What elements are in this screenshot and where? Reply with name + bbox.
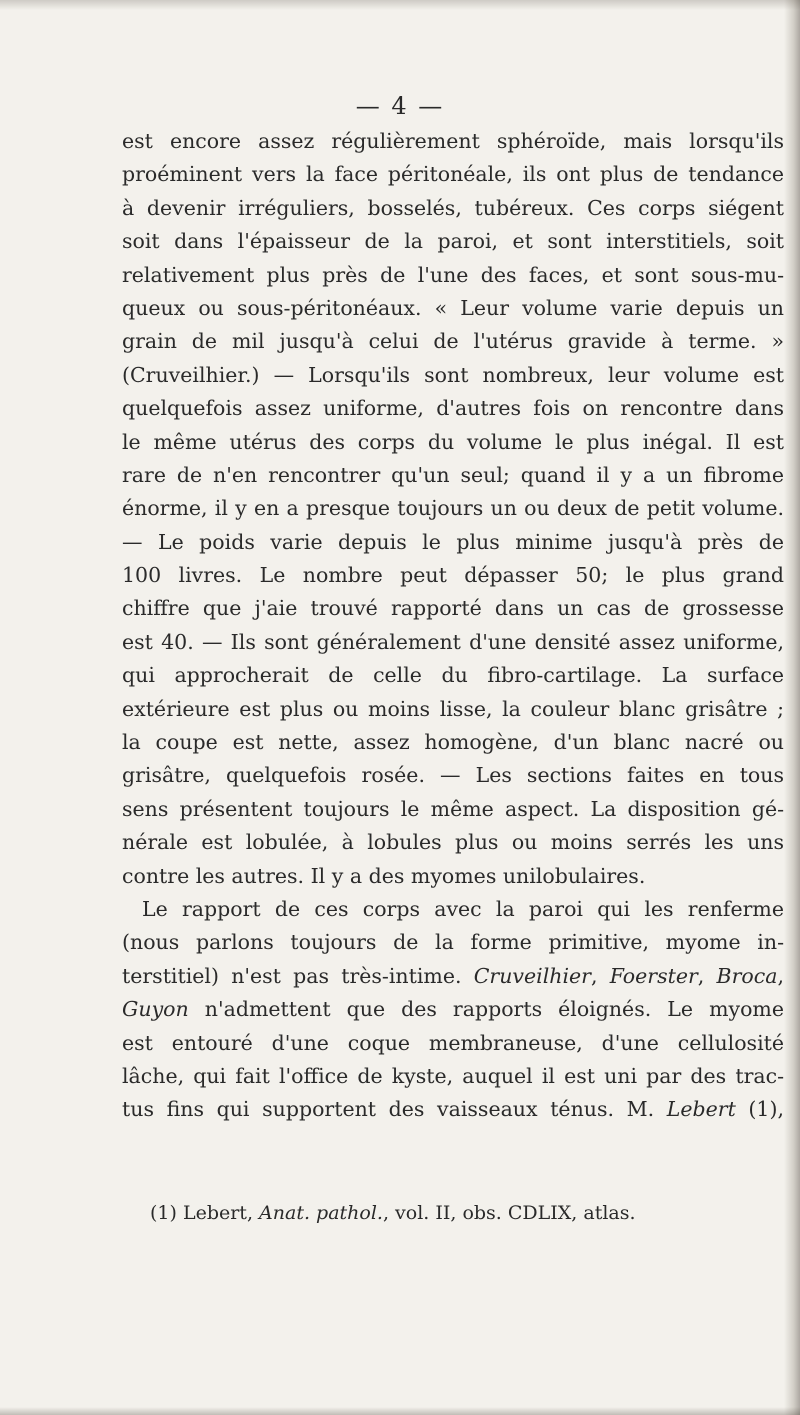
text-line: queux ou sous-péritonéaux. « Leur volume varie depuis un [122,295,784,320]
footnote-text: (1) Lebert, [150,1202,260,1224]
text-line: est 40. — Ils sont généralement d'une densité assez uniforme, [122,629,784,654]
text-line: 100 livres. Le nombre peut dépasser 50; le plus grand [122,563,784,588]
text-line: contre les autres. Il y a des myomes unilobulaires. [122,863,646,888]
line-text: n'admettent que des rapports éloignés. Le myome [188,997,784,1022]
text-line-with-reference [122,1093,784,1126]
author-name: Foerster [609,963,698,988]
paragraph-start-line: Le rapport de ces corps avec la paroi qui les renferme [142,896,784,921]
page-top-shadow [0,0,800,10]
text-line-with-author [122,993,784,1026]
footnote-text: , vol. II, obs. CDLIX, atlas. [382,1202,636,1224]
footnote-title: Anat. pathol. [259,1202,383,1224]
line-text: tus fins qui supportent des vaisseaux ténus. M. [122,1097,667,1122]
line-text: , [590,963,610,988]
text-line: énorme, il y en a presque toujours un ou deux de petit volume. [122,496,784,521]
author-name: Lebert [666,1097,736,1122]
line-text: , [777,963,784,988]
author-name: Broca [716,963,778,988]
text-line: grisâtre, quelquefois rosée. — Les sections faites en tous [122,763,784,788]
author-name: Cruveilhier [473,963,591,988]
text-line: est entouré d'une coque membraneuse, d'une cellulosité [122,1030,784,1055]
text-line: soit dans l'épaisseur de la paroi, et sont interstitiels, soit [122,229,784,254]
text-line: quelquefois assez uniforme, d'autres fois on rencontre dans [122,396,784,421]
text-line: grain de mil jusqu'à celui de l'utérus gravide à terme. » [122,329,784,354]
text-line: à devenir irréguliers, bosselés, tubéreux. Ces corps siégent [122,195,784,220]
text-line: le même utérus des corps du volume le plus inégal. Il est [122,429,784,454]
text-line: extérieure est plus ou moins lisse, la couleur blanc grisâtre ; [122,696,784,721]
text-line: est encore assez régulièrement sphéroïde, mais lorsqu'ils [122,129,784,153]
text-line: nérale est lobulée, à lobules plus ou moins serrés les uns [122,830,784,855]
text-line: — Le poids varie depuis le plus minime jusqu'à près de [122,529,784,554]
text-line: proéminent vers la face péritonéale, ils ont plus de tendance [122,162,784,187]
line-text: terstitiel) n'est pas très-intime. [122,963,474,988]
body-text [122,125,784,1127]
text-line: rare de n'en rencontrer qu'un seul; quand il y a un fibrome [122,462,784,487]
text-line: la coupe est nette, assez homogène, d'un blanc nacré ou [122,730,784,755]
text-line: chiffre que j'aie trouvé rapporté dans un cas de grossesse [122,596,784,621]
text-line: sens présentent toujours le même aspect. La disposition gé- [122,796,784,821]
text-line-with-authors [122,960,784,993]
footnote-ref: (1), [735,1097,784,1122]
text-line: relativement plus près de l'une des faces, et sont sous-mu- [122,262,784,287]
text-line: qui approcherait de celle du fibro-cartilage. La surface [122,663,784,688]
page-number: — 4 — [355,92,445,120]
text-line: (Cruveilhier.) — Lorsqu'ils sont nombreux, leur volume est [122,362,784,387]
footnote [150,1199,790,1227]
line-text: , [697,963,717,988]
page-bottom-shadow [0,1407,800,1415]
author-name: Guyon [122,997,189,1022]
text-line: lâche, qui fait l'office de kyste, auquel il est uni par des trac- [122,1063,784,1088]
text-line: (nous parlons toujours de la forme primitive, myome in- [122,930,784,955]
